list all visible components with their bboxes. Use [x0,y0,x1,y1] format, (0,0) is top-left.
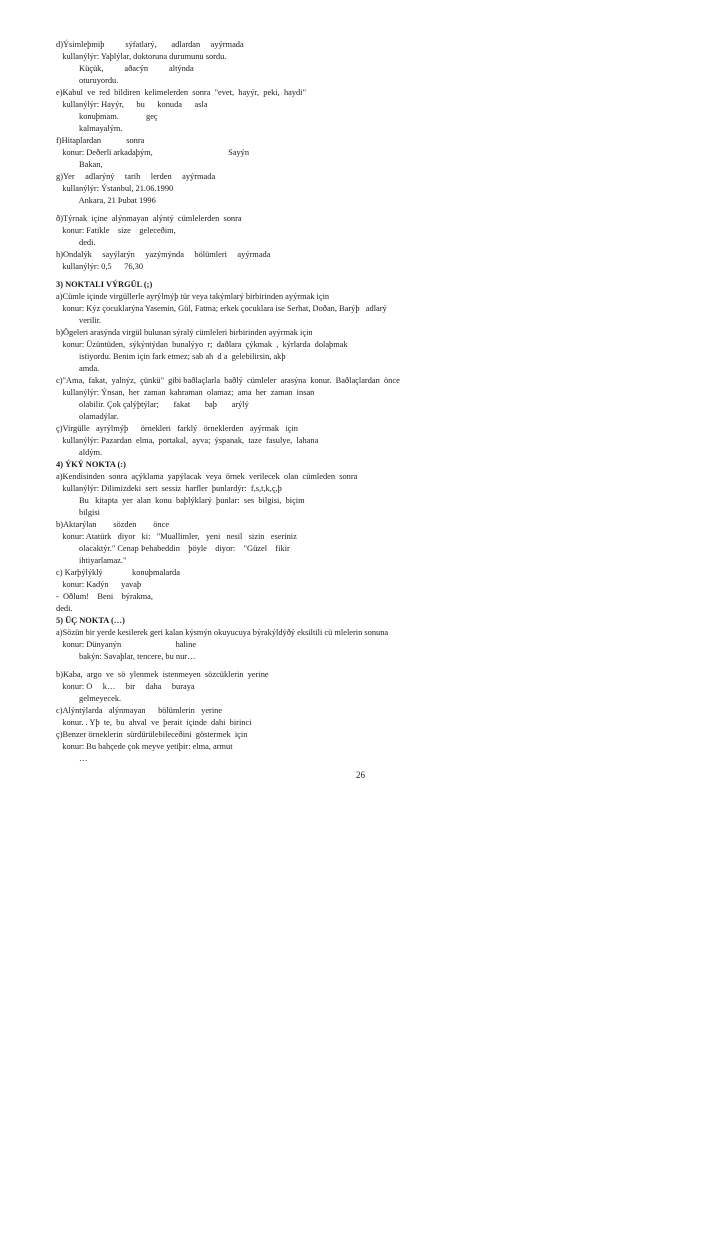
text-line: Bu kitapta yer alan konu baþlýklarý þunlar: ses bilgisi, biçim [56,496,305,505]
text-line: konur: Fatikle size geleceðim, [56,226,176,235]
text-line: aldým. [56,448,103,457]
text-line: konur: Kýz çocuklarýna Yasemin, Gül, Fatma; erkek çocuklara ise Serhat, Doðan, Barýþ adlarý [56,304,387,313]
text-line: verilir. [56,316,102,325]
text-line: konur: Deðerli arkadaþým, Sayýn [56,148,250,157]
text-line: b)Ögeleri arasýnda virgül bulunan sýralý cümleleri birbirinden ayýrmak için [56,328,313,337]
text-line: amda. [56,364,100,373]
text-line: b)Kaba, argo ve sö ylenmek istenmeyen sözcüklerin yerine [56,670,269,679]
text-line: olacaktýr." Cenap Þehabeddin þöyle diyor: "Güzel fikir [56,544,290,553]
text-line: a)Kendisinden sonra açýklama yapýlacak veya örnek verilecek olan cümleden sonra [56,472,358,481]
text-line: istiyordu. Benim için fark etmez; sab ah d a gelebilirsin, akþ [56,352,286,361]
text-line: e)Kabul ve red bildiren kelimelerden sonra "evet, hayýr, peki, haydi" [56,88,306,97]
text-line: ç)Virgülle ayrýlmýþ örnekleri farklý örneklerden ayýrmak için [56,424,298,433]
section-heading: 3) NOKTALI VÝRGÜL (;) [56,280,153,289]
text-line: konur: Kadýn yavaþ [56,580,142,589]
text-line: bilgisi [56,508,100,517]
text-line: kullanýlýr: Ýstanbul, 21.06.1990 [56,184,174,193]
text-line: dedi. [56,238,96,247]
text-line: h)Ondalýk sayýlarýn yazýmýnda bölümleri ayýrmada [56,250,271,259]
section-heading: 5) ÜÇ NOKTA (…) [56,616,125,625]
text-line: … [56,754,88,763]
text-line: konur: Atatürk diyor ki: "Muallimler, yeni nesil sizin eseriniz [56,532,297,541]
text-line: dedi. [56,604,73,613]
text-line: Bakan, [56,160,103,169]
text-line: konur. . Yþ te, bu ahval ve þerait içinde dahi birinci [56,718,252,727]
text-line: a)Cümle içinde virgüllerle ayrýlmýþ tür veya takýmlarý birbirinden ayýrmak için [56,292,330,301]
text-line: oturuyordu. [56,76,119,85]
text-line: Ankara, 21 Þubat 1996 [56,196,156,205]
text-line: f)Hitaplardan sonra [56,136,145,145]
text-line: olabilir. Çok çalýþtýlar; fakat baþ arýlý [56,400,249,409]
text-line: kalmayalým. [56,124,123,133]
text-line: b)Aktarýlan sözden önce [56,520,170,529]
text-line: kullanýlýr: Ýnsan, her zaman kahraman olamaz; ama her zaman insan [56,388,315,397]
text-line: c)"Ama, fakat, yalnýz, çünkü" gibi baðlaçlarla baðlý cümleler arasýna konur. Baðlaçlardan önce [56,376,400,385]
text-line: ð)Týrnak içine alýnmayan alýntý cümlelerden sonra [56,214,242,223]
text-line: - Oðlum! Beni býrakma, [56,592,153,601]
text-line: ç)Benzer örneklerin sürdürülebileceðini göstermek için [56,730,248,739]
text-line: kullanýlýr: Yaþlýlar, doktoruna durumunu sordu. [56,52,227,61]
text-line: olamadýlar. [56,412,119,421]
text-line: bakýn: Savaþlar, tencere, bu nur… [56,652,196,661]
text-line: Küçük, aðacýn altýnda [56,64,194,73]
text-line: konur: Bu bahçede çok meyve yetiþir: elma, armut [56,742,233,751]
text-line: konur: Üzüntüden, sýkýntýdan bunalýyo r; daðlara çýkmak , kýrlarda dolaþmak [56,340,348,349]
section-heading: 4) ÝKÝ NOKTA (:) [56,460,126,469]
text-line: kullanýlýr: Hayýr, bu konuda asla [56,100,208,109]
text-line: gelmeyecek. [56,694,122,703]
text-line: d)Ýsimleþmiþ sýfatlarý, adlardan ayýrmada [56,40,244,49]
text-line: kullanýlýr: 0,5 76,30 [56,262,144,271]
text-line: kullanýlýr: Pazardan elma, portakal, ayva; ýspanak, taze fasulye, lahana [56,436,319,445]
text-line: konur: Dünyanýn haline [56,640,197,649]
text-line: a)Sözün bir yerde kesilerek geri kalan kýsmýn okuyucuya býrakýldýðý eksiltili cü mlelerin sonuna [56,628,389,637]
text-line: konur: O k… bir daha buraya [56,682,195,691]
text-line: c)Alýntýlarda alýnmayan bölümlerin yerine [56,706,223,715]
page-number: 26 [356,770,365,780]
text-line: c) Karþýlýklý konuþmalarda [56,568,180,577]
text-line: ihtiyarlamaz." [56,556,127,565]
text-line: g)Yer adlarýný tarih lerden ayýrmada [56,172,216,181]
text-line: konuþmam. geç [56,112,158,121]
text-line: kullanýlýr: Dilimizdeki sert sessiz harfler þunlardýr: f,s,t,k,ç,þ [56,484,282,493]
